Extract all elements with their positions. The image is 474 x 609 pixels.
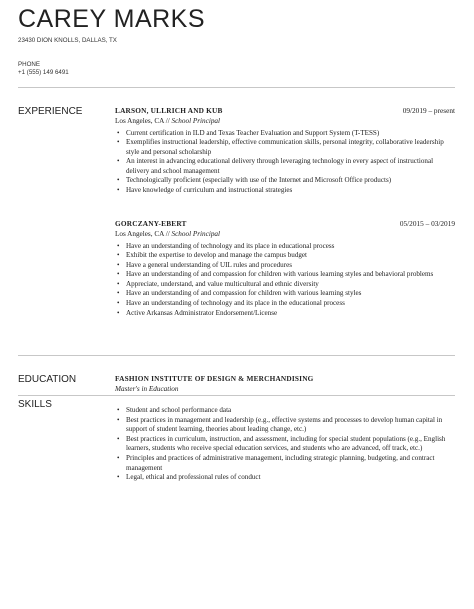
- job-dates: 05/2015 – 03/2019: [399, 219, 455, 228]
- list-item: • Have an understanding of and compassion for children with various learning styles and behavioral problems: [126, 270, 455, 280]
- job-bullets: [115, 242, 455, 319]
- section-title-experience: EXPERIENCE: [18, 106, 83, 117]
- list-item: • Exhibit the expertise to develop and manage the campus budget: [126, 251, 455, 261]
- list-item: • Have an understanding of technology and its place in the educational process: [126, 299, 455, 309]
- skills-list: [115, 406, 455, 483]
- list-item: • Best practices in curriculum, instruction, and assessment, including for special student populations (e.g., English learners, students who receive special education services, and students who are advanced, off track, etc.): [126, 435, 455, 454]
- divider: [18, 395, 455, 396]
- list-item: • Have a general understanding of UIL rules and procedures: [126, 261, 455, 271]
- job-bullets: [115, 129, 455, 196]
- list-item: • Appreciate, understand, and value multicultural and ethnic diversity: [126, 280, 455, 290]
- resume-name: CAREY MARKS: [18, 5, 206, 33]
- job-subtitle: [115, 117, 455, 127]
- skills-list-container: [115, 406, 455, 483]
- section-title-education: EDUCATION: [18, 374, 77, 385]
- education-degree: Master's in Education: [115, 385, 179, 393]
- job-header: [115, 106, 455, 117]
- list-item: • Principles and practices of administrative management, including strategic planning, budgeting, and contract management: [126, 454, 455, 473]
- list-item: • Have knowledge of curriculum and instructional strategies: [126, 186, 455, 196]
- education-school: FASHION INSTITUTE OF DESIGN & MERCHANDISING: [115, 374, 314, 383]
- phone-value: +1 (555) 149 6491: [18, 69, 69, 76]
- list-item: • Current certification in ILD and Texas Teacher Evaluation and Support System (T-TESS): [126, 129, 455, 139]
- list-item: • Best practices in management and leadership (e.g., effective systems and processes to develop human capital in support of student learning, theories about leading change, etc.): [126, 416, 455, 435]
- divider: [18, 355, 455, 356]
- list-item: • Technologically proficient (especially with use of the Internet and Microsoft Office products): [126, 176, 455, 186]
- list-item: • Have an understanding of and compassion for children with various learning styles: [126, 289, 455, 299]
- list-item: • Legal, ethical and professional rules of conduct: [126, 473, 455, 483]
- list-item: • Have an understanding of technology and its place in educational process: [126, 242, 455, 252]
- section-title-skills: SKILLS: [18, 399, 52, 410]
- job-location: Los Angeles, CA: [115, 117, 164, 125]
- job-title: School Principal: [171, 230, 221, 238]
- phone-label: PHONE: [18, 61, 41, 68]
- job-header: [115, 219, 455, 230]
- job-location: Los Angeles, CA: [115, 230, 164, 238]
- job-company: GORCZANY-EBERT: [115, 219, 187, 228]
- divider: [18, 87, 455, 88]
- job-entry: [115, 219, 455, 318]
- job-dates: 09/2019 – present: [402, 106, 455, 115]
- job-entry: [115, 106, 455, 196]
- job-subtitle: [115, 230, 455, 240]
- list-item: • Student and school performance data: [126, 406, 455, 416]
- job-company: LARSON, ULLRICH AND KUB: [115, 106, 223, 115]
- job-separator: //: [163, 230, 172, 238]
- list-item: • An interest in advancing educational delivery through leveraging technology in every aspect of instructional delivery and school management: [126, 157, 455, 176]
- list-item: • Active Arkansas Administrator Endorsement/License: [126, 309, 455, 319]
- job-title: School Principal: [171, 117, 221, 125]
- job-separator: //: [163, 117, 172, 125]
- address: 23430 DION KNOLLS, DALLAS, TX: [18, 37, 117, 44]
- list-item: • Exemplifies instructional leadership, effective communication skills, personal integrity, collaborative leadership style and personal scholarship: [126, 138, 455, 157]
- education-entry: [115, 374, 455, 394]
